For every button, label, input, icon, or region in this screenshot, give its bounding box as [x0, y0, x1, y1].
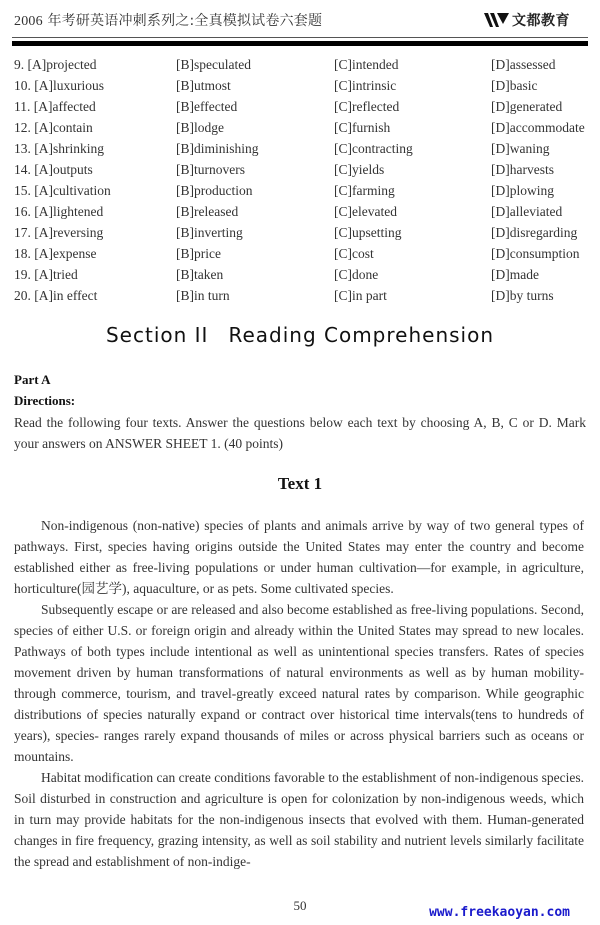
option-c: [C]reflected — [334, 99, 400, 114]
wendu-w-logo-icon — [484, 12, 510, 28]
header-title-text: 年考研英语冲刺系列之:全真模拟试卷六套题 — [47, 13, 323, 29]
passage-paragraph: Non-indigenous (non-native) species of plants and animals arrive by way of two general types of pathways. First, species having origins outside the United States may enter the country and become established either as free-living populations or under human cultivation—for example, in agriculture, horticulture(园艺学), aquaculture, or as pets. Some cultivated species. — [14, 518, 584, 596]
header-title — [14, 10, 322, 30]
header-rule-thick — [12, 41, 588, 46]
option-a: 19. [A]tried — [14, 267, 78, 282]
option-b: [B]production — [176, 183, 253, 198]
option-row — [14, 222, 594, 243]
option-a: 17. [A]reversing — [14, 225, 104, 240]
option-c: [C]in part — [334, 288, 387, 303]
option-a: 20. [A]in effect — [14, 288, 98, 303]
option-row — [14, 54, 594, 75]
option-d: [D]by turns — [491, 288, 554, 303]
option-d: [D]consumption — [491, 246, 580, 261]
option-c: [C]cost — [334, 246, 374, 261]
option-row — [14, 96, 594, 117]
option-row — [14, 117, 594, 138]
option-row — [14, 264, 594, 285]
option-a: 18. [A]expense — [14, 246, 97, 261]
option-a: 14. [A]outputs — [14, 162, 93, 177]
option-b: [B]taken — [176, 267, 224, 282]
option-c: [C]intended — [334, 57, 399, 72]
logo-text: 文都教育 — [512, 13, 570, 29]
option-b: [B]utmost — [176, 78, 231, 93]
option-b: [B]speculated — [176, 57, 251, 72]
option-b: [B]inverting — [176, 225, 243, 240]
option-c: [C]upsetting — [334, 225, 402, 240]
text-title: Text 1 — [277, 474, 323, 493]
page-header — [12, 0, 588, 48]
option-d: [D]basic — [491, 78, 538, 93]
section-label: Section II — [105, 323, 209, 347]
option-b: [B]price — [176, 246, 221, 261]
option-a: 11. [A]affected — [14, 99, 96, 114]
option-d: [D]accommodate — [491, 120, 585, 135]
reading-passage — [14, 515, 584, 872]
option-b: [B]released — [176, 204, 239, 219]
passage-paragraph: Subsequently escape or are released and also become established as free-living populations. Second, species of either U.S. or foreign origin and already within the United States may spread to new locales. Pathways of both types include intentional as well as unintentional species transfers. Rates of species movement driven by human transformations of natural environments as well as by human mobility-through commerce, tourism, and travel-greatly exceed natural rates by comparison. While geographic distributions of species naturally expand or contract over historical time intervals(tens to hundreds of years), species- ranges rarely expand thousands of miles or across physical barriers such as oceans or mountains. — [14, 602, 584, 764]
option-row — [14, 159, 594, 180]
option-b: [B]diminishing — [176, 141, 259, 156]
option-row — [14, 243, 594, 264]
wendu-logo — [484, 10, 570, 30]
option-b: [B]turnovers — [176, 162, 245, 177]
option-row — [14, 201, 594, 222]
option-row — [14, 180, 594, 201]
option-d: [D]alleviated — [491, 204, 563, 219]
cloze-options-list — [14, 54, 594, 306]
directions-label: Directions: — [14, 393, 76, 408]
option-a: 13. [A]shrinking — [14, 141, 104, 156]
header-rule-thin — [12, 37, 588, 38]
option-c: [C]farming — [334, 183, 395, 198]
option-row — [14, 285, 594, 306]
site-url-link[interactable]: www.freekaoyan.com — [429, 905, 570, 920]
section-title-text: Reading Comprehension — [228, 323, 495, 347]
option-c: [C]furnish — [334, 120, 391, 135]
passage-paragraph: Habitat modification can create conditions favorable to the establishment of non-indigenous species. Soil disturbed in construction and agriculture is open for colonization by non-indigenous weeds, which in turn may provide habitats for the non-indigenous insects that evolved with them. Human-generated changes in fire frequency, grazing intensity, as well as soil stability and nutrient levels similarly facilitate the spread and establishment of non-indige- — [14, 770, 584, 869]
option-d: [D]assessed — [491, 57, 556, 72]
option-row — [14, 75, 594, 96]
option-a: 9. [A]projected — [14, 57, 97, 72]
option-d: [D]disregarding — [491, 225, 578, 240]
option-a: 16. [A]lightened — [14, 204, 104, 219]
option-d: [D]harvests — [491, 162, 554, 177]
option-d: [D]plowing — [491, 183, 554, 198]
option-d: [D]generated — [491, 99, 563, 114]
section-heading — [0, 323, 600, 347]
option-b: [B]lodge — [176, 120, 224, 135]
option-b: [B]effected — [176, 99, 238, 114]
option-a: 15. [A]cultivation — [14, 183, 111, 198]
directions-text: Read the following four texts. Answer the questions below each text by choosing A, B, C or D. Mark your answers on ANSWER SHEET 1. (40 points) — [14, 415, 586, 451]
option-c: [C]done — [334, 267, 379, 282]
option-a: 10. [A]luxurious — [14, 78, 104, 93]
header-year: 2006 — [14, 14, 43, 29]
option-c: [C]yields — [334, 162, 385, 177]
option-c: [C]elevated — [334, 204, 397, 219]
option-c: [C]contracting — [334, 141, 413, 156]
option-row — [14, 138, 594, 159]
page-number: 50 — [293, 898, 307, 913]
option-d: [D]waning — [491, 141, 550, 156]
option-a: 12. [A]contain — [14, 120, 93, 135]
option-d: [D]made — [491, 267, 539, 282]
option-c: [C]intrinsic — [334, 78, 397, 93]
part-label: Part A — [14, 372, 51, 387]
option-b: [B]in turn — [176, 288, 230, 303]
